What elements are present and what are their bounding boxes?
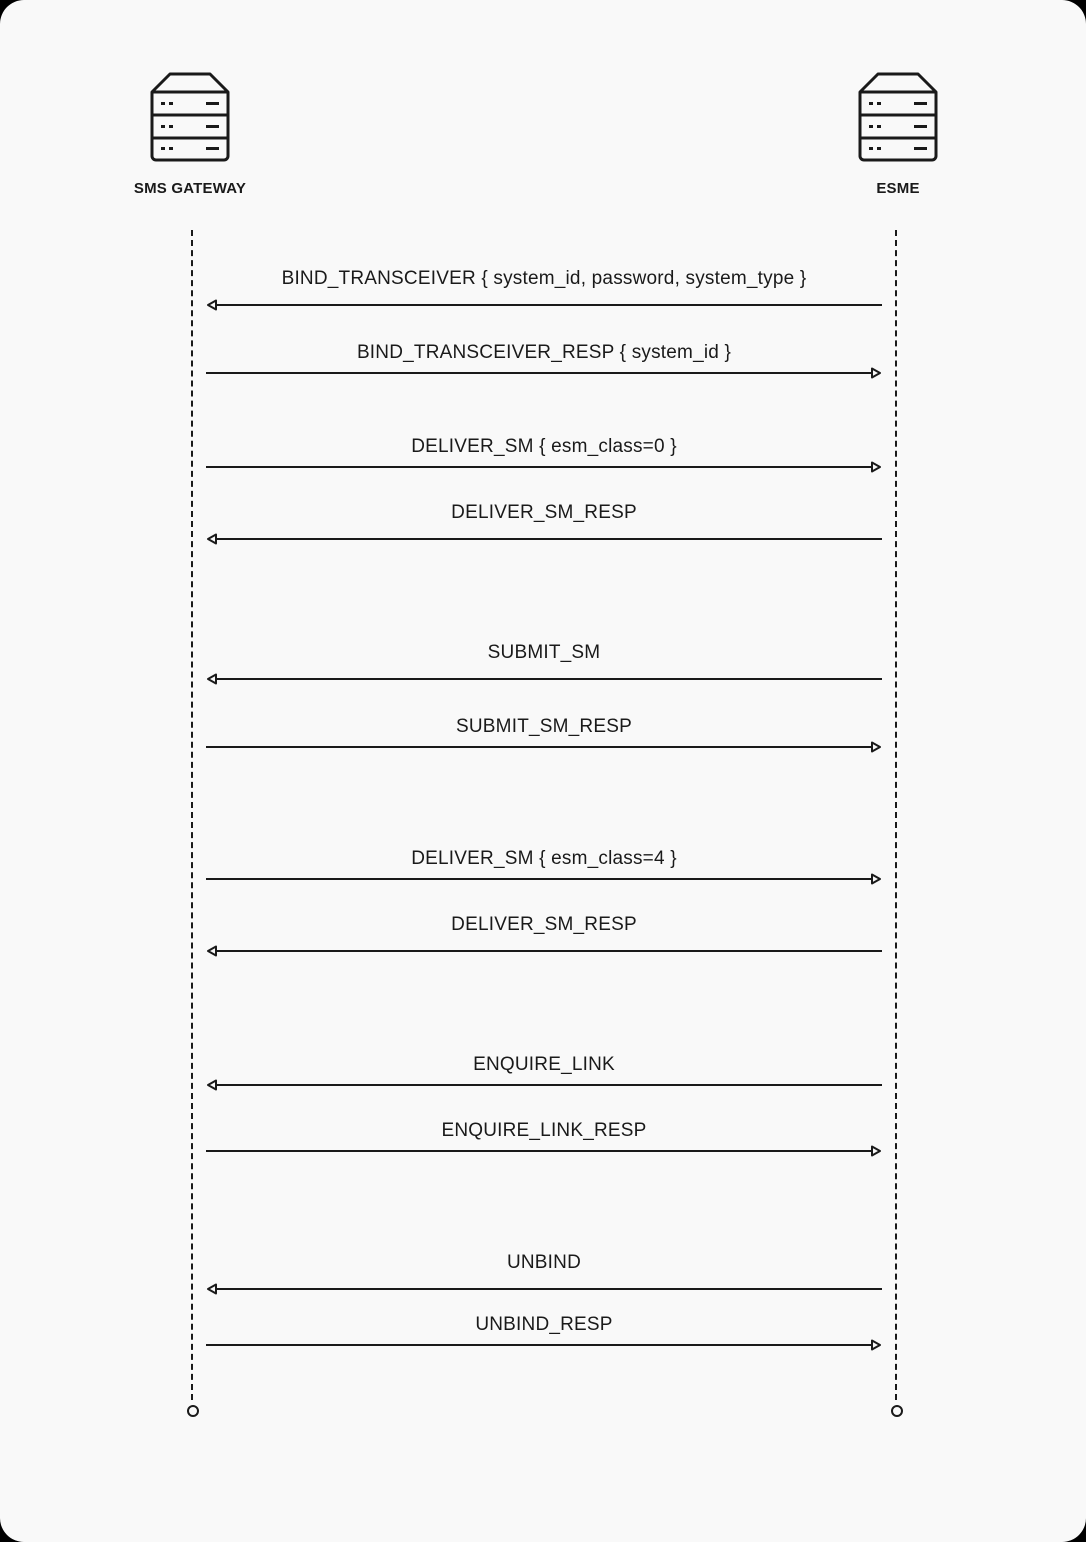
message-bind-transceiver-resp bbox=[206, 342, 882, 382]
message-deliver-sm-resp-1 bbox=[206, 502, 882, 542]
arrow-right-icon bbox=[206, 741, 882, 753]
actor-esme bbox=[798, 72, 998, 197]
arrow-left-icon bbox=[206, 1283, 882, 1295]
message-label: DELIVER_SM { esm_class=4 } bbox=[411, 848, 677, 869]
message-deliver-sm-0 bbox=[206, 436, 882, 476]
message-deliver-sm-4 bbox=[206, 848, 882, 888]
message-label: UNBIND bbox=[506, 1252, 582, 1273]
lifeline-end-circle-icon bbox=[891, 1405, 903, 1417]
message-unbind-resp bbox=[206, 1314, 882, 1354]
lifeline-end-circle-icon bbox=[187, 1405, 199, 1417]
message-unbind bbox=[206, 1252, 882, 1292]
message-enquire-link bbox=[206, 1054, 882, 1094]
server-rack-icon bbox=[150, 72, 230, 162]
message-label: DELIVER_SM { esm_class=0 } bbox=[411, 436, 677, 457]
actor-label: ESME bbox=[876, 180, 920, 197]
message-submit-sm-resp bbox=[206, 716, 882, 756]
message-enquire-link-resp bbox=[206, 1120, 882, 1160]
arrow-left-icon bbox=[206, 299, 882, 311]
arrow-right-icon bbox=[206, 1339, 882, 1351]
arrow-right-icon bbox=[206, 873, 882, 885]
message-label: SUBMIT_SM_RESP bbox=[456, 716, 632, 737]
message-label: DELIVER_SM_RESP bbox=[451, 914, 637, 935]
message-label: BIND_TRANSCEIVER { system_id, password, system_type } bbox=[281, 268, 807, 289]
message-deliver-sm-resp-2 bbox=[206, 914, 882, 954]
actor-label: SMS GATEWAY bbox=[133, 180, 247, 197]
message-label: ENQUIRE_LINK_RESP bbox=[441, 1120, 647, 1141]
lifeline-esme bbox=[895, 230, 897, 1400]
arrow-right-icon bbox=[206, 1145, 882, 1157]
arrow-right-icon bbox=[206, 367, 882, 379]
arrow-left-icon bbox=[206, 945, 882, 957]
lifeline-sms-gateway bbox=[191, 230, 193, 1400]
message-submit-sm bbox=[206, 642, 882, 682]
arrow-left-icon bbox=[206, 1079, 882, 1091]
message-label: UNBIND_RESP bbox=[475, 1314, 613, 1335]
message-label: SUBMIT_SM bbox=[487, 642, 601, 663]
message-bind-transceiver bbox=[206, 268, 882, 308]
message-label: BIND_TRANSCEIVER_RESP { system_id } bbox=[356, 342, 732, 363]
actor-sms-gateway bbox=[90, 72, 290, 197]
arrow-left-icon bbox=[206, 533, 882, 545]
message-label: ENQUIRE_LINK bbox=[473, 1054, 615, 1075]
server-rack-icon bbox=[858, 72, 938, 162]
arrow-right-icon bbox=[206, 461, 882, 473]
arrow-left-icon bbox=[206, 673, 882, 685]
message-label: DELIVER_SM_RESP bbox=[451, 502, 637, 523]
